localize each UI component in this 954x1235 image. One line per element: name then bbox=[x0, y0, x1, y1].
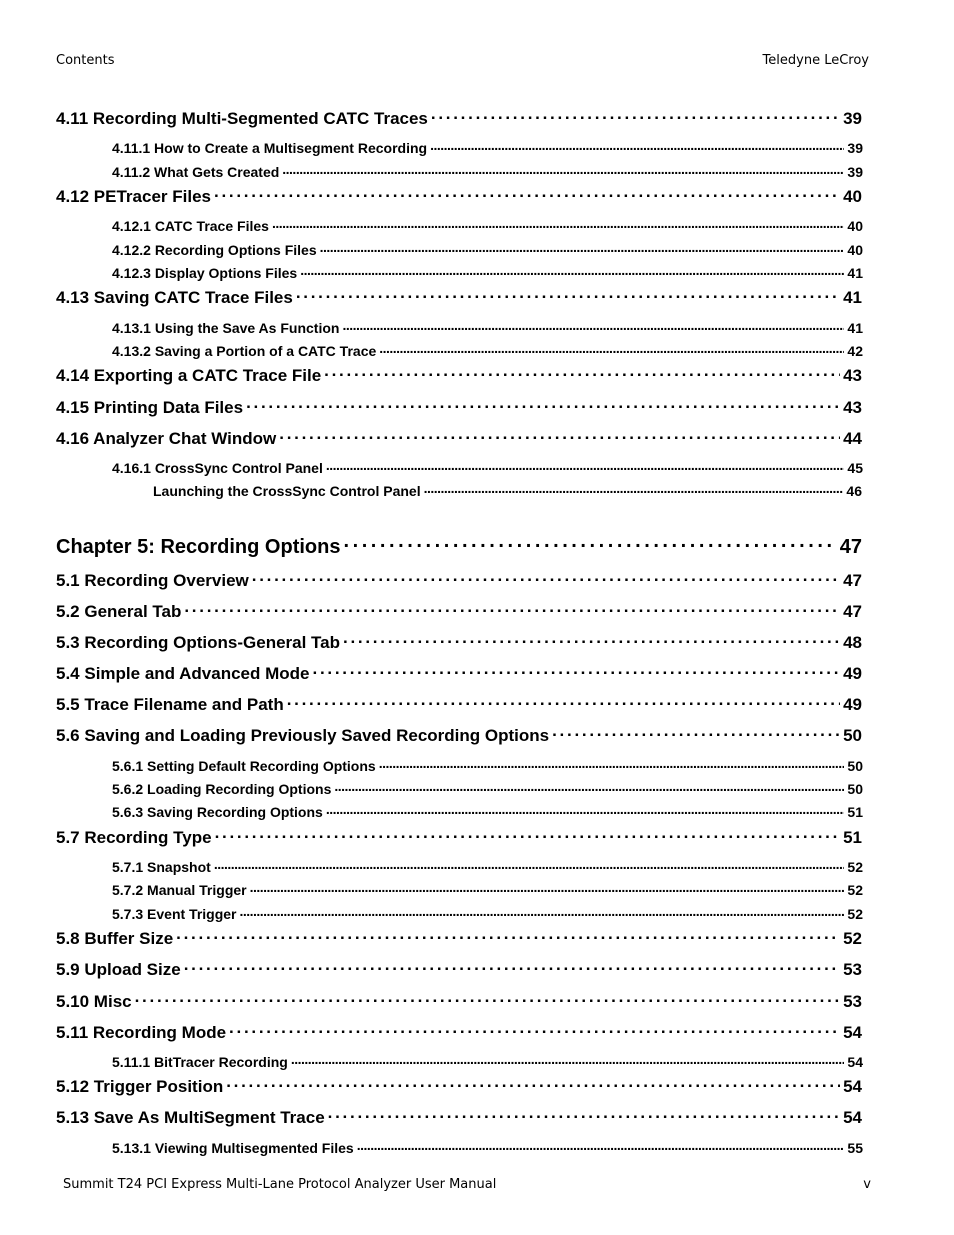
toc-entry-label: 5.2 General Tab bbox=[56, 602, 182, 621]
toc-entry-label: 5.13.1 Viewing Multisegmented Files bbox=[112, 1140, 354, 1156]
toc-entry[interactable] bbox=[56, 631, 862, 653]
toc-entry-label: 4.12 PETracer Files bbox=[56, 187, 211, 206]
dot-leader bbox=[214, 185, 840, 202]
toc-entry-label: 5.7 Recording Type bbox=[56, 828, 212, 847]
toc-entry[interactable] bbox=[56, 569, 862, 591]
toc-entry-page: 52 bbox=[847, 906, 863, 922]
toc-entry-label: 4.13.2 Saving a Portion of a CATC Trace bbox=[112, 343, 377, 359]
toc-entry-label: 5.12 Trigger Position bbox=[56, 1077, 224, 1096]
toc-entry[interactable] bbox=[112, 881, 863, 898]
dot-leader bbox=[431, 107, 840, 124]
toc-entry-label: 5.7.1 Snapshot bbox=[112, 859, 211, 875]
toc-entry-page: 43 bbox=[843, 366, 862, 385]
dot-leader bbox=[240, 905, 845, 919]
toc-entry-page: 52 bbox=[847, 859, 863, 875]
toc-entry-page: 54 bbox=[843, 1023, 862, 1042]
footer-manual-title: Summit T24 PCI Express Multi-Lane Protocol Analyzer User Manual bbox=[63, 1177, 497, 1192]
toc-entry[interactable] bbox=[112, 163, 863, 180]
toc-entry-page: 49 bbox=[843, 695, 862, 714]
dot-leader bbox=[176, 927, 840, 944]
toc-entry-label: 5.13 Save As MultiSegment Trace bbox=[56, 1108, 325, 1127]
dot-leader bbox=[229, 1021, 840, 1038]
toc-entry[interactable] bbox=[112, 1053, 863, 1070]
toc-entry[interactable] bbox=[112, 780, 863, 797]
toc-entry-label: Launching the CrossSync Control Panel bbox=[153, 483, 421, 499]
dot-leader bbox=[342, 319, 844, 333]
toc-entry[interactable] bbox=[112, 139, 863, 156]
toc-entry-label: 5.1 Recording Overview bbox=[56, 571, 249, 590]
toc-entry[interactable] bbox=[112, 803, 863, 820]
dot-leader bbox=[326, 803, 845, 817]
toc-entry-page: 51 bbox=[847, 804, 863, 820]
toc-entry-label: 4.13 Saving CATC Trace Files bbox=[56, 288, 293, 307]
toc-entry-page: 40 bbox=[847, 218, 863, 234]
toc-entry-label: 5.4 Simple and Advanced Mode bbox=[56, 664, 310, 683]
toc-entry[interactable] bbox=[56, 662, 862, 684]
toc-entry-page: 43 bbox=[843, 398, 862, 417]
dot-leader bbox=[313, 662, 841, 679]
toc-entry-label: 4.13.1 Using the Save As Function bbox=[112, 320, 340, 336]
toc-entry-page: 51 bbox=[843, 828, 862, 847]
toc-entry-page: 47 bbox=[843, 571, 862, 590]
toc-entry[interactable] bbox=[56, 107, 862, 129]
toc-entry-page: 52 bbox=[847, 882, 863, 898]
dot-leader bbox=[135, 990, 840, 1007]
toc-entry-page: 52 bbox=[843, 929, 862, 948]
dot-leader bbox=[357, 1139, 845, 1153]
toc-entry[interactable] bbox=[56, 990, 862, 1012]
toc-entry-page: 45 bbox=[847, 460, 863, 476]
toc-entry-page: 39 bbox=[847, 164, 863, 180]
toc-entry-page: 44 bbox=[843, 429, 862, 448]
dot-leader bbox=[328, 1106, 840, 1123]
footer-page-number: v bbox=[863, 1177, 871, 1192]
toc-entry-page: 39 bbox=[843, 109, 862, 128]
toc-entry[interactable] bbox=[112, 858, 863, 875]
dot-leader bbox=[279, 427, 840, 444]
toc-entry-label: 5.3 Recording Options-General Tab bbox=[56, 633, 341, 652]
toc-entry[interactable] bbox=[112, 905, 863, 922]
toc-entry[interactable] bbox=[56, 427, 862, 449]
toc-entry-page: 53 bbox=[843, 992, 862, 1011]
toc-entry[interactable] bbox=[56, 185, 862, 207]
toc-entry[interactable] bbox=[56, 927, 862, 949]
toc-entry-label: 4.11 Recording Multi-Segmented CATC Traces bbox=[56, 109, 428, 128]
toc-entry[interactable] bbox=[56, 600, 862, 622]
header-company: Teledyne LeCroy bbox=[762, 53, 869, 68]
toc-entry-page: 50 bbox=[843, 726, 862, 745]
toc-entry-page: 54 bbox=[843, 1108, 862, 1127]
toc-entry-page: 47 bbox=[843, 602, 862, 621]
dot-leader bbox=[379, 757, 845, 771]
toc-entry[interactable] bbox=[112, 342, 863, 359]
toc-entry[interactable] bbox=[56, 1075, 862, 1097]
toc-entry-label: 5.7.3 Event Trigger bbox=[112, 906, 237, 922]
toc-entry[interactable] bbox=[112, 241, 863, 258]
toc-entry-label: 4.14 Exporting a CATC Trace File bbox=[56, 366, 322, 385]
toc-entry[interactable] bbox=[112, 217, 863, 234]
toc-entry-label: 4.11.2 What Gets Created bbox=[112, 164, 280, 180]
toc-entry-page: 48 bbox=[843, 633, 862, 652]
dot-leader bbox=[296, 286, 840, 303]
toc-entry-page: 55 bbox=[847, 1140, 863, 1156]
toc-entry[interactable] bbox=[56, 724, 862, 746]
dot-leader bbox=[326, 459, 845, 473]
dot-leader bbox=[424, 482, 844, 496]
toc-entry-label: 5.7.2 Manual Trigger bbox=[112, 882, 247, 898]
toc-entry-page: 42 bbox=[847, 343, 863, 359]
dot-leader bbox=[215, 826, 841, 843]
dot-leader bbox=[334, 780, 844, 794]
toc-entry-label: 4.11.1 How to Create a Multisegment Recording bbox=[112, 140, 428, 156]
dot-leader bbox=[300, 264, 844, 278]
toc-entry-page: 53 bbox=[843, 960, 862, 979]
toc-entry-label: 4.15 Printing Data Files bbox=[56, 398, 244, 417]
toc-entry-page: 50 bbox=[847, 781, 863, 797]
toc-entry-label: 5.6.3 Saving Recording Options bbox=[112, 804, 323, 820]
dot-leader bbox=[430, 139, 844, 153]
toc-entry-label: 4.12.1 CATC Trace Files bbox=[112, 218, 269, 234]
toc-entry-label: 4.16 Analyzer Chat Window bbox=[56, 429, 277, 448]
dot-leader bbox=[226, 1075, 840, 1092]
dot-leader bbox=[291, 1053, 845, 1067]
toc-entry[interactable] bbox=[56, 826, 862, 848]
toc-entry-page: 46 bbox=[846, 483, 862, 499]
toc-entry-label: 5.8 Buffer Size bbox=[56, 929, 174, 948]
toc-entry-page: 47 bbox=[839, 536, 862, 558]
toc-entry-label: 5.5 Trace Filename and Path bbox=[56, 695, 284, 714]
toc-entry[interactable] bbox=[112, 264, 863, 281]
toc-entry-page: 41 bbox=[843, 288, 862, 307]
toc-entry-label: 5.10 Misc bbox=[56, 992, 132, 1011]
toc-entry-label: 4.12.3 Display Options Files bbox=[112, 265, 298, 281]
dot-leader bbox=[272, 217, 844, 231]
toc-entry[interactable] bbox=[56, 396, 862, 418]
toc-entry-page: 50 bbox=[847, 758, 863, 774]
toc-entry-page: 39 bbox=[847, 140, 863, 156]
toc-entry[interactable] bbox=[112, 757, 863, 774]
toc-entry[interactable] bbox=[153, 482, 862, 499]
toc-entry-label: 4.12.2 Recording Options Files bbox=[112, 242, 317, 258]
toc-entry-label: 5.11 Recording Mode bbox=[56, 1023, 227, 1042]
toc-entry[interactable] bbox=[112, 1139, 863, 1156]
toc-entry-page: 54 bbox=[843, 1077, 862, 1096]
dot-leader bbox=[379, 342, 844, 356]
toc-entry[interactable] bbox=[112, 459, 863, 476]
toc-entry-label: 5.9 Upload Size bbox=[56, 960, 181, 979]
toc-entry-label: Chapter 5: Recording Options bbox=[56, 536, 341, 558]
toc-entry[interactable] bbox=[56, 958, 862, 980]
dot-leader bbox=[184, 600, 840, 617]
toc-chapter-entry[interactable] bbox=[56, 533, 862, 559]
dot-leader bbox=[320, 241, 845, 255]
dot-leader bbox=[343, 631, 840, 648]
header-section-title: Contents bbox=[56, 53, 115, 68]
dot-leader bbox=[246, 396, 840, 413]
toc-entry-label: 5.6.2 Loading Recording Options bbox=[112, 781, 332, 797]
toc-entry-page: 41 bbox=[847, 320, 863, 336]
toc-entry[interactable] bbox=[56, 364, 862, 386]
dot-leader bbox=[343, 533, 836, 553]
toc-entry-label: 5.6.1 Setting Default Recording Options bbox=[112, 758, 376, 774]
toc-entry[interactable] bbox=[112, 319, 863, 336]
toc-entry[interactable] bbox=[56, 286, 862, 308]
toc-entry-label: 4.16.1 CrossSync Control Panel bbox=[112, 460, 323, 476]
toc-entry-page: 40 bbox=[843, 187, 862, 206]
toc-entry-page: 49 bbox=[843, 664, 862, 683]
toc-entry-page: 40 bbox=[847, 242, 863, 258]
toc-entry[interactable] bbox=[56, 1021, 862, 1043]
dot-leader bbox=[214, 858, 845, 872]
toc-entry-page: 41 bbox=[847, 265, 863, 281]
dot-leader bbox=[324, 364, 840, 381]
dot-leader bbox=[282, 163, 844, 177]
dot-leader bbox=[184, 958, 840, 975]
toc-entry[interactable] bbox=[56, 1106, 862, 1128]
toc-entry[interactable] bbox=[56, 693, 862, 715]
dot-leader bbox=[552, 724, 840, 741]
dot-leader bbox=[252, 569, 840, 586]
dot-leader bbox=[287, 693, 840, 710]
toc-entry-page: 54 bbox=[847, 1054, 863, 1070]
toc-entry-label: 5.6 Saving and Loading Previously Saved Recording Options bbox=[56, 726, 550, 745]
dot-leader bbox=[250, 881, 845, 895]
toc-entry-label: 5.11.1 BitTracer Recording bbox=[112, 1054, 288, 1070]
